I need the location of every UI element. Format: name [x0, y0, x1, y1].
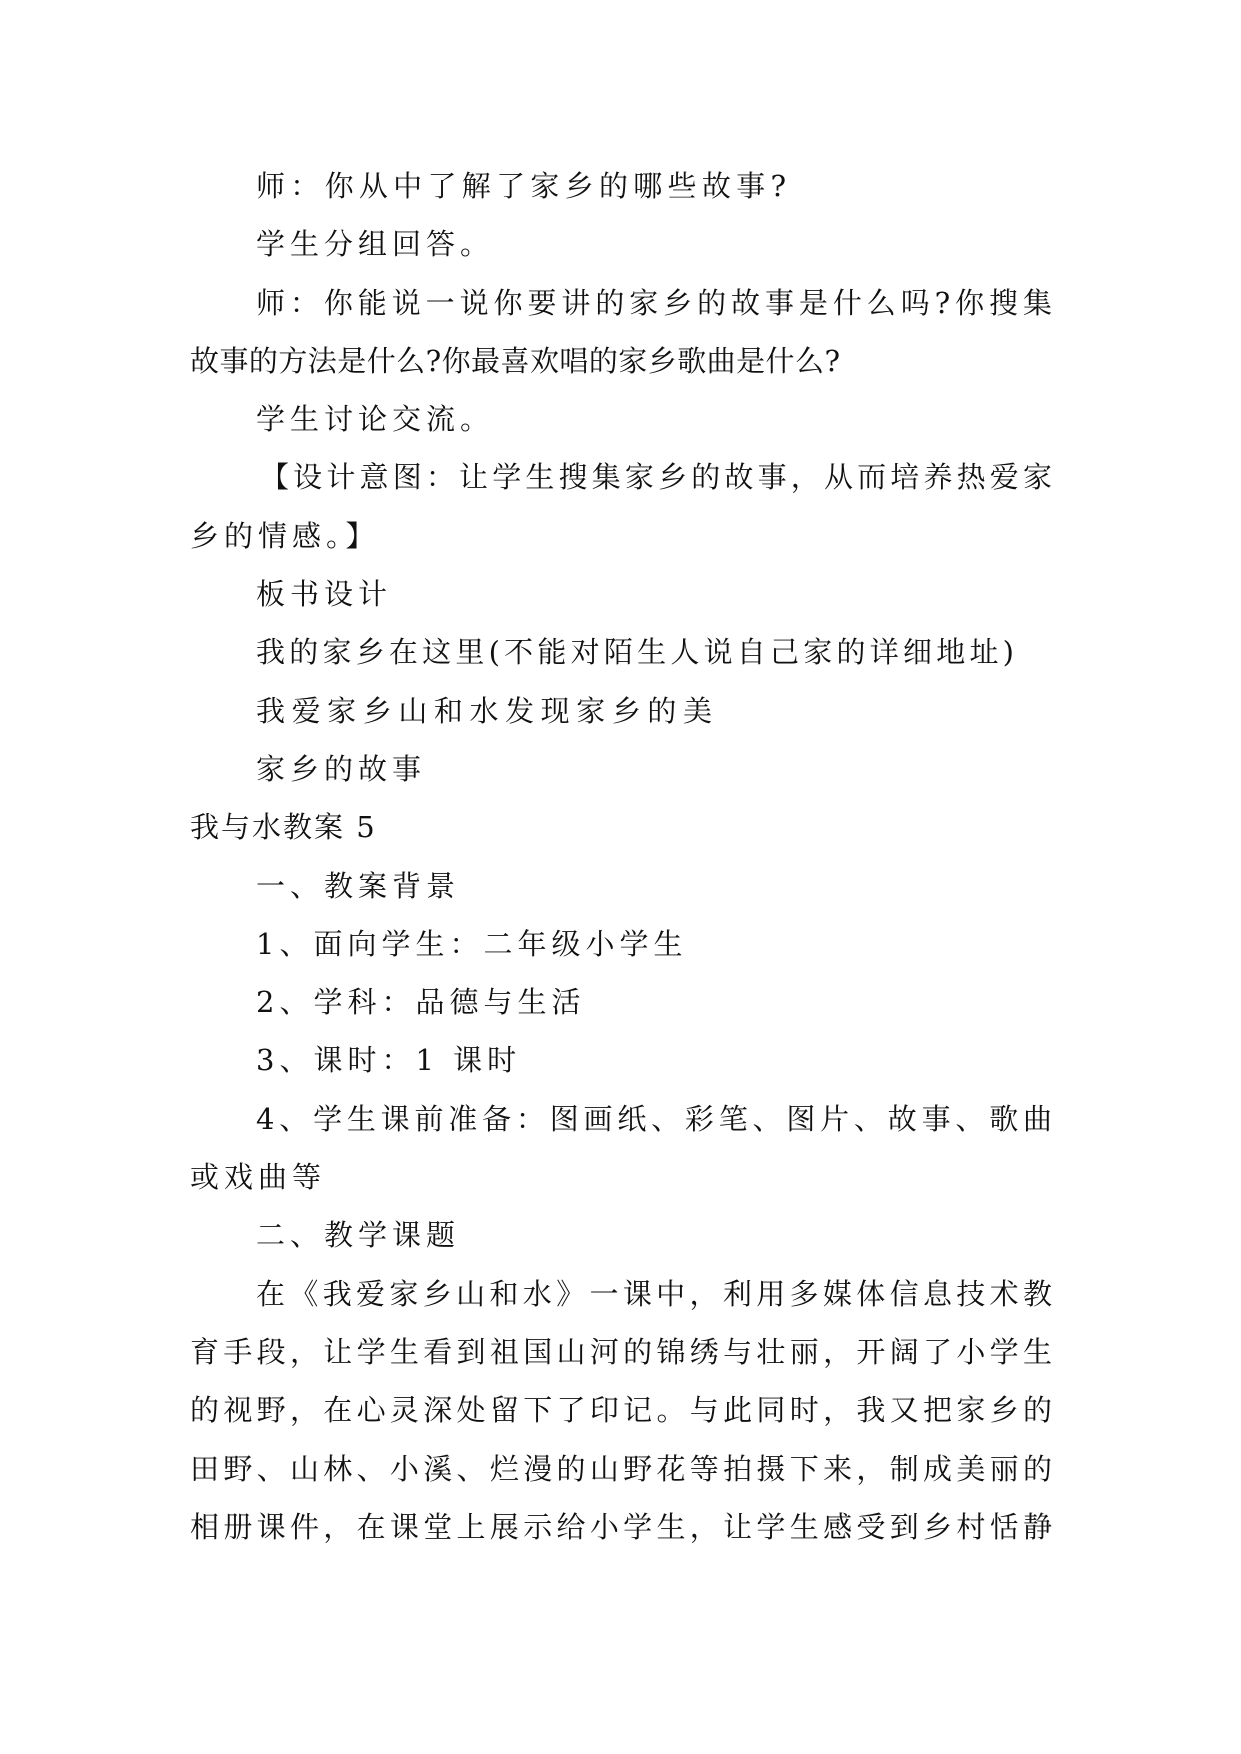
- text-line: 一、教案背景: [256, 868, 461, 903]
- text-line: 2、学科：品德与生活: [256, 985, 586, 1020]
- text-line: 1、面向学生：二年级小学生: [256, 926, 688, 961]
- text-line: 学生分组回答。: [256, 227, 495, 262]
- text-line: 田野、山林、小溪、烂漫的山野花等拍摄下来，制成美丽的: [190, 1451, 1052, 1486]
- document-page: [190, 157, 1052, 1556]
- text-line: 师：你能说一说你要讲的家乡的故事是什么吗?你搜集: [256, 285, 1052, 320]
- text-line: 我的家乡在这里(不能对陌生人说自己家的详细地址): [256, 635, 1014, 670]
- text-line: 故事的方法是什么?你最喜欢唱的家乡歌曲是什么?: [190, 343, 840, 378]
- text-line: 二、教学课题: [256, 1218, 461, 1253]
- section-heading: 我与水教案 5: [190, 810, 377, 845]
- text-line: 相册课件，在课堂上展示给小学生，让学生感受到乡村恬静: [190, 1509, 1052, 1544]
- text-line: 的视野，在心灵深处留下了印记。与此同时，我又把家乡的: [190, 1393, 1052, 1428]
- text-line: 家乡的故事: [256, 751, 427, 786]
- text-line: 板书设计: [256, 577, 393, 612]
- text-line: 4、学生课前准备：图画纸、彩笔、图片、故事、歌曲: [256, 1101, 1052, 1136]
- text-line: 【设计意图：让学生搜集家乡的故事，从而培养热爱家: [260, 460, 1052, 495]
- text-line: 学生讨论交流。: [256, 402, 495, 437]
- text-line: 在《我爱家乡山和水》一课中，利用多媒体信息技术教: [256, 1276, 1052, 1311]
- text-line: 育手段，让学生看到祖国山河的锦绣与壮丽，开阔了小学生: [190, 1334, 1052, 1369]
- text-line: 师：你从中了解了家乡的哪些故事?: [256, 169, 786, 203]
- text-line: 我爱家乡山和水发现家乡的美: [256, 693, 712, 728]
- text-line: 或戏曲等: [190, 1160, 327, 1195]
- text-line: 3、课时：1 课时: [256, 1043, 522, 1078]
- text-line: 乡的情感。】: [190, 518, 380, 553]
